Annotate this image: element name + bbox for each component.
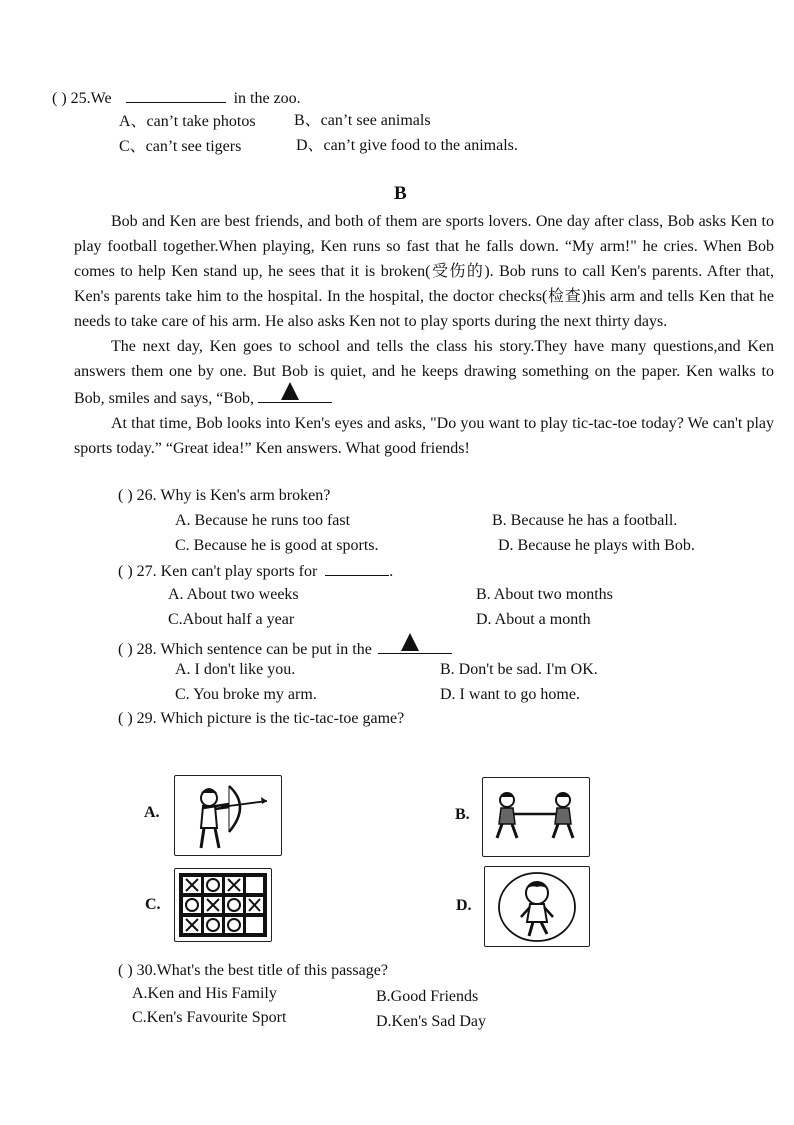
q26-option-a[interactable]: A. Because he runs too fast: [175, 512, 351, 529]
q30-option-b[interactable]: B.Good Friends: [376, 988, 479, 1005]
q25-option-a[interactable]: A、can’t take photos: [119, 113, 256, 130]
q25-answer-blank[interactable]: [126, 88, 226, 103]
archer-icon: [175, 776, 281, 855]
q27-stem-after: .: [389, 563, 394, 580]
q29-stem: ( ) 29. Which picture is the tic-tac-toe game?: [118, 710, 405, 727]
passage-paragraph-1: Bob and Ken are best friends, and both of them are sports lovers. One day after class, Bob asks Ken to play football together.When playing, Ken runs so fast that he falls down. “My arm!" he cries. When Bob comes to help Ken stand up, he sees that it is broken(受伤的). Bob runs to call Ken's parents. After that, Ken's parents take him to the hospital. In the hospital, the doctor checks(检查)his arm and tells Ken that he needs to take care of his arm. He also asks Ken not to play sports during the next thirty days.: [74, 213, 774, 330]
q28-stem-text: ( ) 28. Which sentence can be put in the: [118, 641, 372, 658]
q25-stem-after: in the zoo.: [233, 90, 301, 107]
passage-paragraph-2-text: The next day, Ken goes to school and tells the class his story.They have many questions,and Ken answers them one by one. But Bob is quiet, and he keeps drawing something on the paper. Ken walks to Bob, smiles and says, “Bob,: [74, 338, 774, 407]
q29-label-a: A.: [144, 804, 160, 821]
q25-stem-before: 25.We: [70, 90, 112, 107]
triangle-icon: [280, 381, 300, 401]
q27-stem-before: ( ) 27. Ken can't play sports for: [118, 563, 318, 580]
tic-tac-toe-icon: [175, 869, 271, 941]
q25-option-c[interactable]: C、can’t see tigers: [119, 138, 242, 155]
q26-option-b[interactable]: B. Because he has a football.: [492, 512, 678, 529]
q28-stem: [118, 635, 452, 660]
q26-option-d[interactable]: D. Because he plays with Bob.: [498, 537, 695, 554]
q27-answer-blank[interactable]: [325, 561, 389, 576]
jump-rope-icon: [485, 867, 589, 946]
q25-answer-paren[interactable]: ( ): [52, 90, 67, 107]
q29-picture-c[interactable]: [174, 868, 272, 942]
q26-stem: ( ) 26. Why is Ken's arm broken?: [118, 487, 331, 504]
q25-option-b[interactable]: B、can’t see animals: [294, 112, 431, 129]
q27-option-d[interactable]: D. About a month: [476, 611, 591, 628]
q27-option-a[interactable]: A. About two weeks: [168, 586, 299, 603]
q25-stem: [52, 88, 301, 109]
q29-picture-a[interactable]: [174, 775, 282, 856]
q27-stem: [118, 561, 393, 582]
q29-picture-b[interactable]: [482, 777, 590, 857]
q27-option-b[interactable]: B. About two months: [476, 586, 613, 603]
q29-picture-d[interactable]: [484, 866, 590, 947]
q29-label-c: C.: [145, 896, 161, 913]
q30-option-a[interactable]: A.Ken and His Family: [132, 985, 277, 1002]
q27-option-c[interactable]: C.About half a year: [168, 611, 295, 628]
q28-option-c[interactable]: C. You broke my arm.: [175, 686, 317, 703]
section-heading: B: [394, 183, 407, 204]
q29-label-b: B.: [455, 806, 470, 823]
passage-triangle-blank: [258, 384, 332, 403]
tug-of-war-icon: [483, 778, 589, 856]
q30-stem: ( ) 30.What's the best title of this passage?: [118, 962, 388, 979]
q30-option-d[interactable]: D.Ken's Sad Day: [376, 1013, 486, 1030]
q28-triangle-blank: [378, 635, 452, 654]
q29-label-d: D.: [456, 897, 472, 914]
q28-option-d[interactable]: D. I want to go home.: [440, 686, 580, 703]
passage-paragraph-3: At that time, Bob looks into Ken's eyes and asks, "Do you want to play tic-tac-toe today? We can't play sports today.” “Great idea!” Ken answers. What good friends!: [74, 415, 774, 457]
passage-paragraph-2: [74, 334, 774, 411]
triangle-icon: [400, 632, 420, 652]
q30-option-c[interactable]: C.Ken's Favourite Sport: [132, 1009, 287, 1026]
passage: [74, 209, 774, 461]
q25-option-d[interactable]: D、can’t give food to the animals.: [296, 137, 518, 154]
q28-option-b[interactable]: B. Don't be sad. I'm OK.: [440, 661, 598, 678]
q28-option-a[interactable]: A. I don't like you.: [175, 661, 296, 678]
q26-option-c[interactable]: C. Because he is good at sports.: [175, 537, 379, 554]
